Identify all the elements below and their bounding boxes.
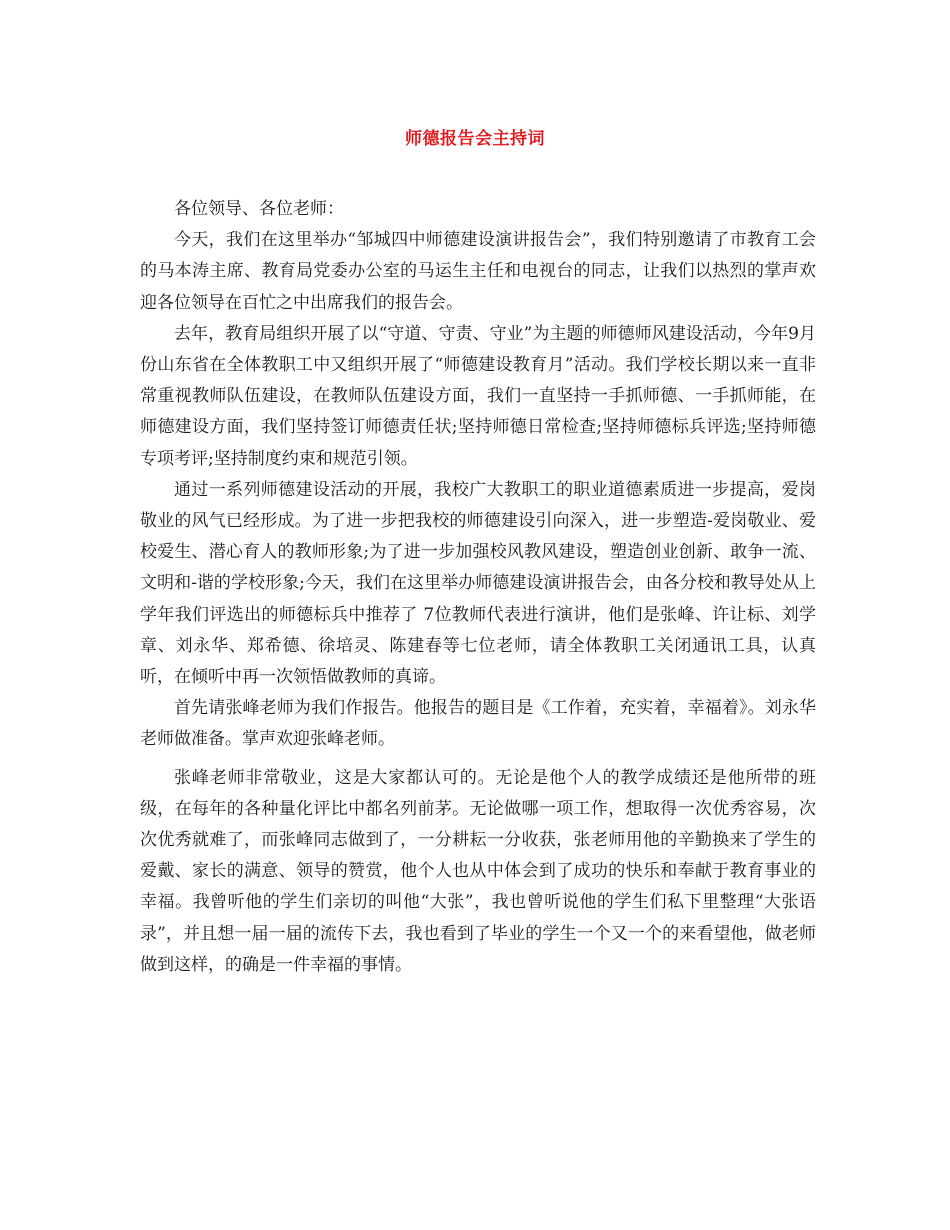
body-paragraph: 首先请张峰老师为我们作报告。他报告的题目是《工作着，充实着，幸福着》。刘永华老师做准备。掌声欢迎张峰老师。 — [140, 698, 816, 750]
body-paragraph: 张峰老师非常敬业，这是大家都认可的。无论是他个人的教学成绩还是他所带的班级，在每年的各种量化评比中都名列前茅。无论做哪一项工作，想取得一次优秀容易，次次优秀就难了，而张峰同志做到了，一分耕耘一分收获，张老师用他的辛勤换来了学生的爱戴、家长的满意、领导的赞赏，他个人也从中体会到了成功的快乐和奉献于教育事业的幸福。我曾听他的学生们亲切的叫他“大张”，我也曾听说他的学生们私下里整理“大张语录”，并且想一届一届的流传下去，我也看到了毕业的学生一个又一个的来看望他，做老师做到这样，的确是一件幸福的事情。 — [140, 767, 816, 975]
salutation-paragraph: 各位领导、各位老师： — [174, 199, 344, 219]
body-paragraph: 今天，我们在这里举办“邹城四中师德建设演讲报告会”，我们特别邀请了市教育工会的马本涛主席、教育局党委办公室的马运生主任和电视台的同志，让我们以热烈的掌声欢迎各位领导在百忙之中出席我们的报告会。 — [140, 230, 816, 313]
document-title: 师德报告会主持词 — [405, 129, 545, 149]
body-paragraph: 去年，教育局组织开展了以“守道、守责、守业”为主题的师德师风建设活动，今年9月份山东省在全体教职工中又组织开展了“师德建设教育月”活动。我们学校长期以来一直非常重视教师队伍建设，在教师队伍建设方面，我们一直坚持一手抓师德、一手抓师能，在师德建设方面，我们坚持签订师德责任状;坚持师德日常检查;坚持师德标兵评选;坚持师德专项考评;坚持制度约束和规范引领。 — [140, 323, 816, 469]
document-body — [140, 194, 816, 981]
body-paragraph: 通过一系列师德建设活动的开展，我校广大教职工的职业道德素质进一步提高，爱岗敬业的风气已经形成。为了进一步把我校的师德建设引向深入，进一步塑造-爱岗敬业、爱校爱生、潜心育人的教师形象;为了进一步加强校风教风建设，塑造创业创新、敢争一流、文明和-谐的学校形象;今天，我们在这里举办师德建设演讲报告会，由各分校和教导处从上学年我们评选出的师德标兵中推荐了 7位教师代表进行演讲，他们是张峰、许让标、刘学章、刘永华、郑希德、徐培灵、陈建春等七位老师，请全体教职工关闭通讯工具，认真听，在倾听中再一次领悟做教师的真谛。 — [140, 479, 816, 688]
